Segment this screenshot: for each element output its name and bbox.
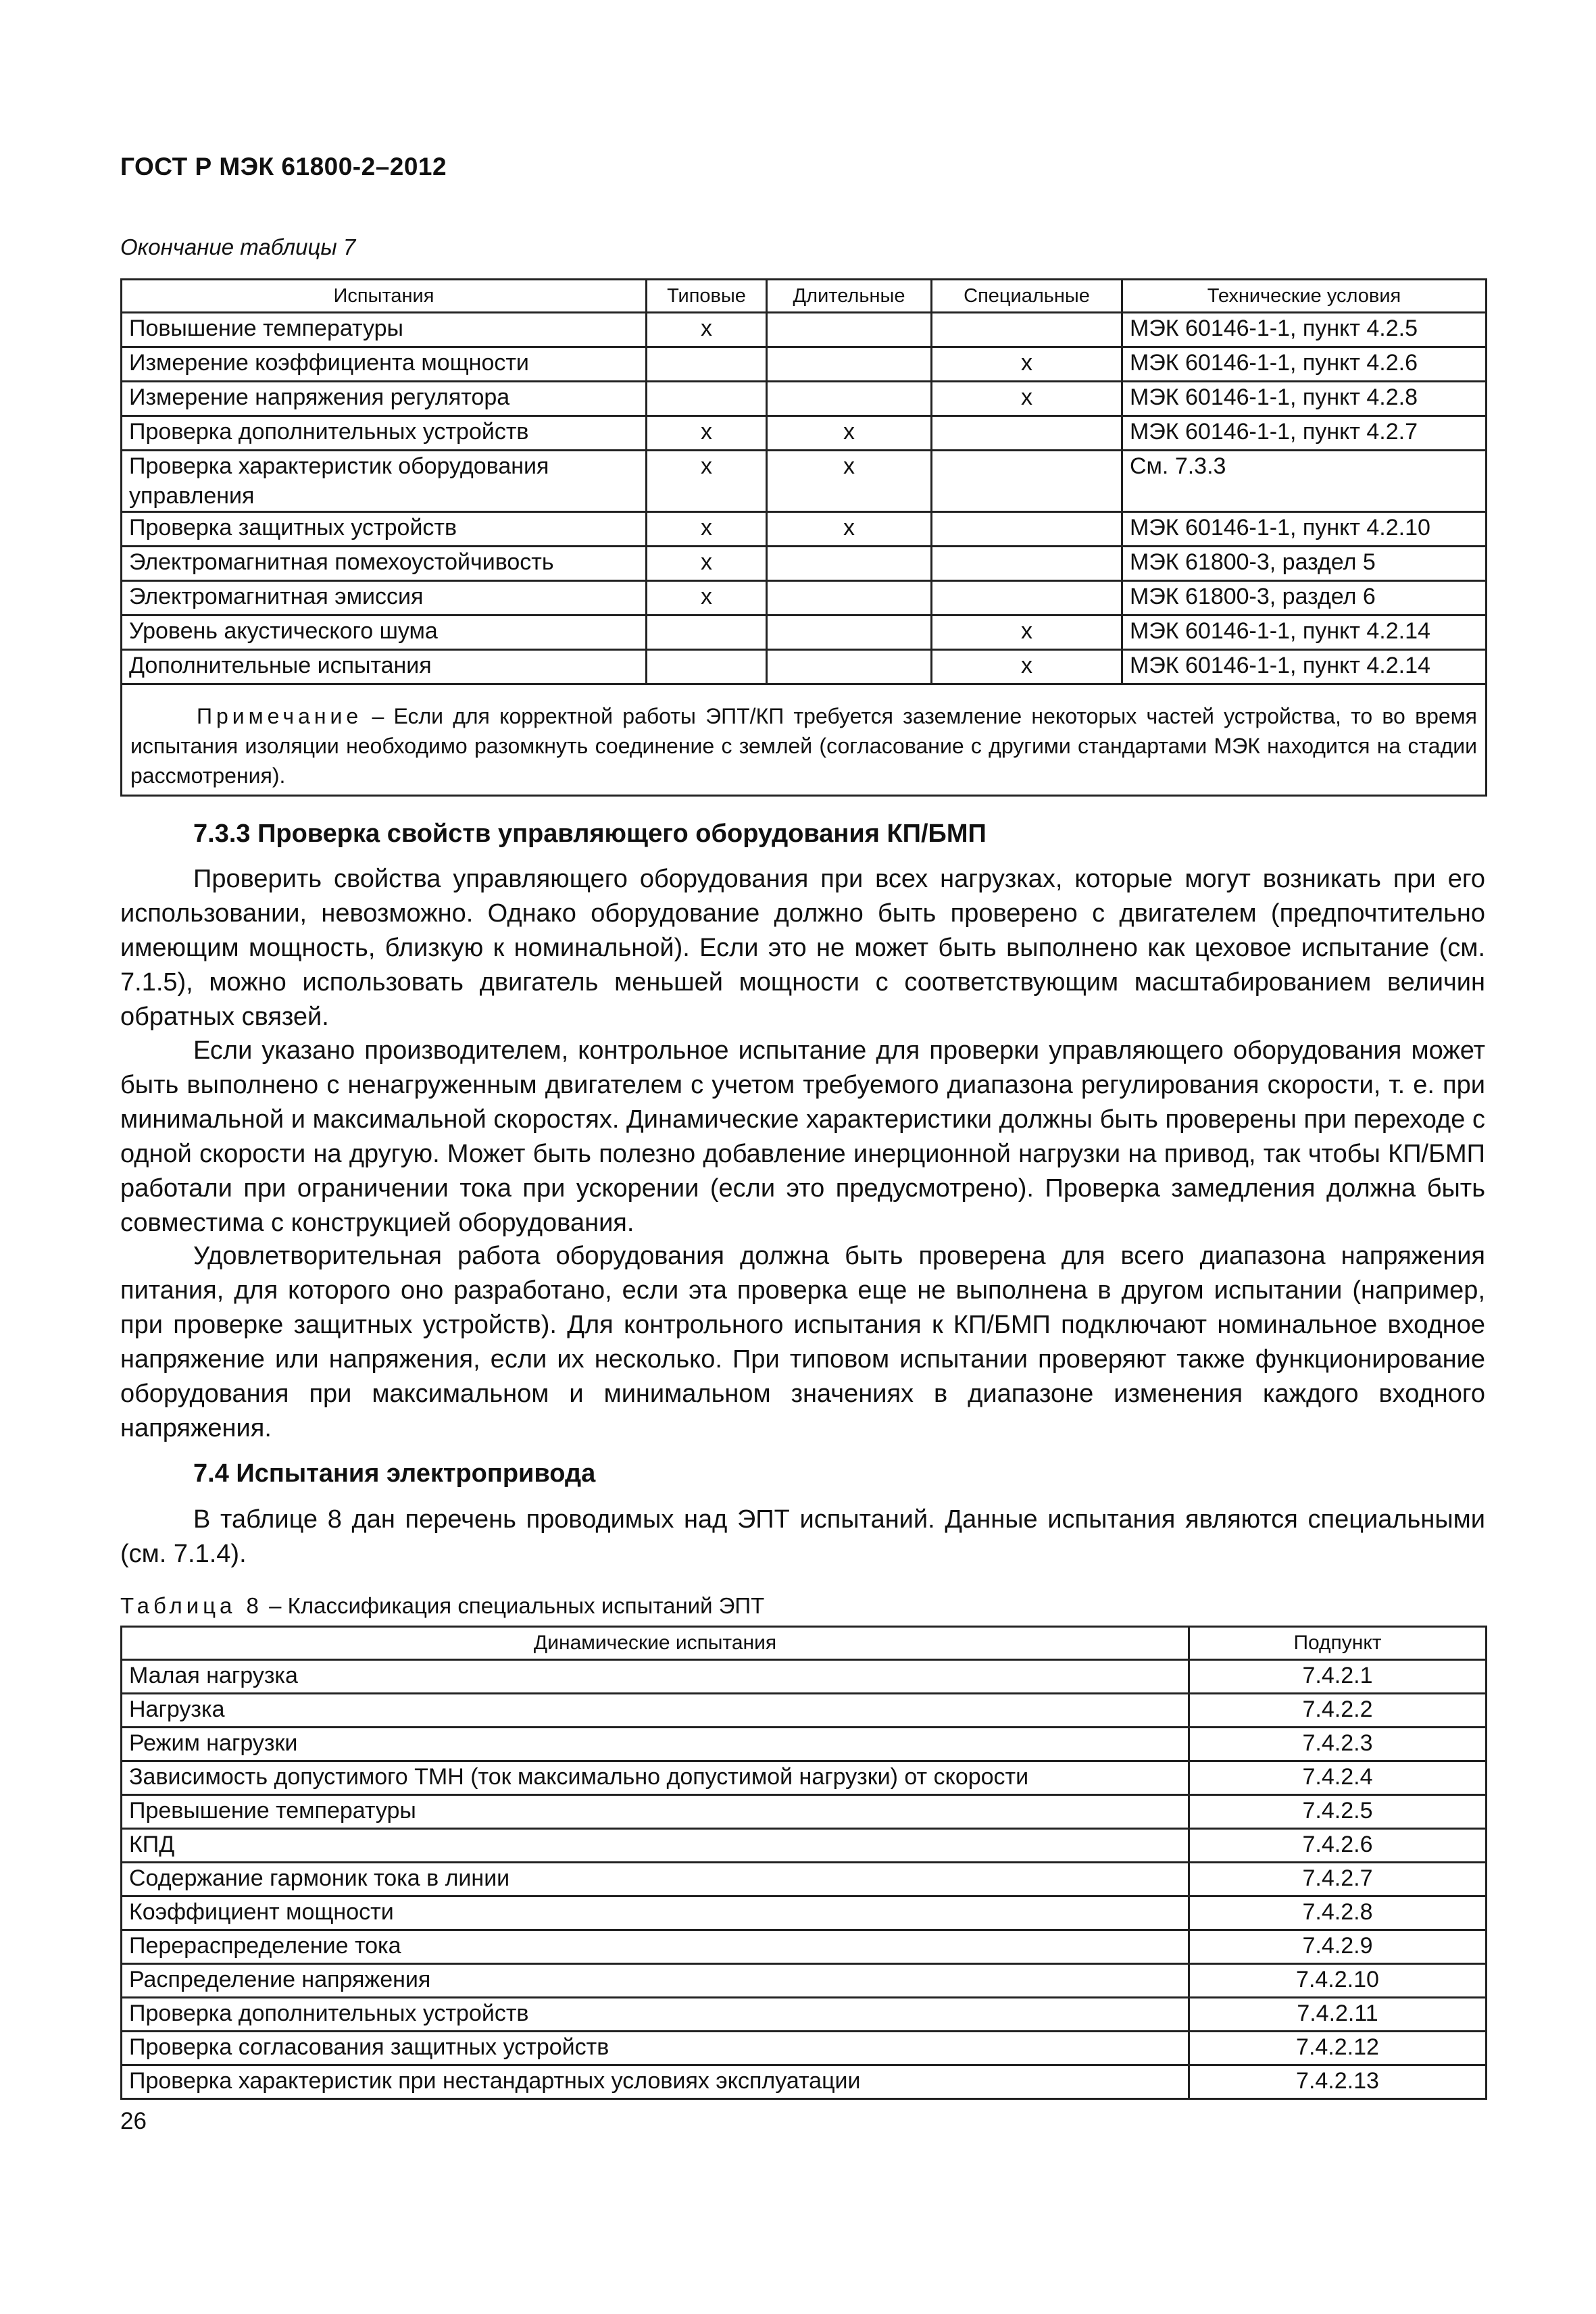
- table8-row: [122, 1930, 1487, 1964]
- table7-cell: МЭК 60146-1-1, пункт 4.2.14: [1122, 615, 1487, 650]
- table7-col-type: Типовые: [647, 280, 767, 313]
- table8-cell: Содержание гармоник тока в линии: [122, 1863, 1189, 1896]
- table7-note-row: [122, 684, 1487, 796]
- table8-cell: Зависимость допустимого ТМН (ток максимально допустимой нагрузки) от скорости: [122, 1761, 1189, 1795]
- table8-cell: 7.4.2.4: [1189, 1761, 1487, 1795]
- table8-cell: Малая нагрузка: [122, 1660, 1189, 1694]
- table7-cell: [767, 650, 932, 684]
- table7-cell: x: [932, 347, 1122, 382]
- table7-cell: Повышение температуры: [122, 313, 647, 347]
- table7-cell: x: [647, 313, 767, 347]
- table7-row: [122, 451, 1487, 512]
- table8-row: [122, 1863, 1487, 1896]
- table8-row: [122, 1761, 1487, 1795]
- table8-cell: 7.4.2.1: [1189, 1660, 1487, 1694]
- table8-cell: Проверка дополнительных устройств: [122, 1998, 1189, 2032]
- table8-cell: КПД: [122, 1829, 1189, 1863]
- table7-row: [122, 615, 1487, 650]
- table7-cell: x: [647, 512, 767, 547]
- table7-cell: x: [767, 416, 932, 451]
- table8-caption-label: Таблица 8: [120, 1593, 263, 1618]
- table7-cell: x: [932, 382, 1122, 416]
- table7-cell: [767, 615, 932, 650]
- page-number: 26: [120, 2108, 147, 2134]
- table8-row: [122, 1660, 1487, 1694]
- table7-cell: Измерение коэффициента мощности: [122, 347, 647, 382]
- table7-cell: Уровень акустического шума: [122, 615, 647, 650]
- table7-cell: [767, 313, 932, 347]
- table7-cell: МЭК 60146-1-1, пункт 4.2.10: [1122, 512, 1487, 547]
- note-text: – Если для корректной работы ЭПТ/КП требуется заземление некоторых частей устройства, то во время испытания изоляции необходимо разомкнуть соединение с землей (согласование с другими стандартами МЭК находится на стадии рассмотрения).: [130, 704, 1477, 788]
- table8-cell: 7.4.2.3: [1189, 1728, 1487, 1761]
- table7-cell: x: [767, 512, 932, 547]
- table7-cell: [767, 382, 932, 416]
- table7-cell: x: [647, 416, 767, 451]
- table8-cell: Коэффициент мощности: [122, 1896, 1189, 1930]
- table7-cell: Электромагнитная эмиссия: [122, 581, 647, 615]
- table7-col-specs: Технические условия: [1122, 280, 1487, 313]
- table8-caption-text: – Классификация специальных испытаний ЭПТ: [262, 1593, 765, 1618]
- table7-cell: [767, 581, 932, 615]
- table8-cell: 7.4.2.5: [1189, 1795, 1487, 1829]
- table7-cell: МЭК 60146-1-1, пункт 4.2.6: [1122, 347, 1487, 382]
- table7-col-long: Длительные: [767, 280, 932, 313]
- section-733-heading: 7.3.3 Проверка свойств управляющего оборудования КП/БМП: [193, 820, 987, 848]
- table8-cell: Распределение напряжения: [122, 1964, 1189, 1998]
- table7-cell: x: [932, 615, 1122, 650]
- table7-cell: Дополнительные испытания: [122, 650, 647, 684]
- table8-caption: [120, 1593, 764, 1619]
- table7-cell: МЭК 61800-3, раздел 5: [1122, 547, 1487, 581]
- document-header: ГОСТ Р МЭК 61800-2–2012: [120, 153, 447, 180]
- table7-cell: [647, 650, 767, 684]
- table8-row: [122, 1728, 1487, 1761]
- table8-row: [122, 2032, 1487, 2065]
- table7-cell: x: [647, 581, 767, 615]
- table7-cell: МЭК 61800-3, раздел 6: [1122, 581, 1487, 615]
- table7-cell: [767, 547, 932, 581]
- table7-col-tests: Испытания: [122, 280, 647, 313]
- table7-cell: x: [767, 451, 932, 512]
- table7-cell: x: [647, 547, 767, 581]
- table8-cell: Нагрузка: [122, 1694, 1189, 1728]
- table7-cell: [932, 416, 1122, 451]
- table7-cell: x: [932, 650, 1122, 684]
- table7-row: [122, 581, 1487, 615]
- table7-caption: Окончание таблицы 7: [120, 234, 356, 259]
- table7-cell: Проверка характеристик оборудования управления: [122, 451, 647, 512]
- table7-row: [122, 382, 1487, 416]
- table7-cell: МЭК 60146-1-1, пункт 4.2.5: [1122, 313, 1487, 347]
- table7-cell: x: [647, 451, 767, 512]
- table8-col-tests: Динамические испытания: [122, 1627, 1189, 1660]
- table8-row: [122, 1694, 1487, 1728]
- table8-cell: 7.4.2.8: [1189, 1896, 1487, 1930]
- section-733-paragraph-3: Удовлетворительная работа оборудования должна быть проверена для всего диапазона напряжения питания, для которого оно разработано, если эта проверка еще не выполнена в другом испытании (например, при проверке защитных устройств). Для контрольного испытания к КП/БМП подключают номинальное входное напряжение или напряжения, если их несколько. При типовом испытании проверяют также функционирование оборудования при максимальном и минимальном значениях в диапазоне изменения каждого входного напряжения.: [120, 1242, 1485, 1442]
- section-74-heading: 7.4 Испытания электропривода: [193, 1459, 596, 1488]
- table8-row: [122, 1795, 1487, 1829]
- table7-cell: [767, 347, 932, 382]
- section-74-paragraph: В таблице 8 дан перечень проводимых над ЭПТ испытаний. Данные испытания являются специальными (см. 7.1.4).: [120, 1505, 1485, 1568]
- table7-cell: МЭК 60146-1-1, пункт 4.2.7: [1122, 416, 1487, 451]
- section-733-paragraph-1: Проверить свойства управляющего оборудования при всех нагрузках, которые могут возникать при его использовании, невозможно. Однако оборудование должно быть проверено с двигателем (предпочтительно имеющим мощность, близкую к номинальной). Если это не может быть выполнено как цеховое испытание (см. 7.1.5), можно использовать двигатель меньшей мощности с соответствующим масштабированием величин обратных связей.: [120, 865, 1485, 1031]
- table7-row: [122, 416, 1487, 451]
- table8-row: [122, 2065, 1487, 2099]
- table7-header-row: [122, 280, 1487, 313]
- table8-col-subclause: Подпункт: [1189, 1627, 1487, 1660]
- section-733-paragraph-2: Если указано производителем, контрольное испытание для проверки управляющего оборудования может быть выполнено с ненагруженным двигателем с учетом требуемого диапазона регулирования скорости, т. е. при минимальной и максимальной скоростях. Динамические характеристики должны быть проверены при переходе с одной скорости на другую. Может быть полезно добавление инерционной нагрузки на привод, так чтобы КП/БМП работали при ограничении тока при ускорении (если это предусмотрено). Проверка замедления должна быть совместима с конструкцией оборудования.: [120, 1036, 1485, 1237]
- table8-header-row: [122, 1627, 1487, 1660]
- table7-cell: Проверка защитных устройств: [122, 512, 647, 547]
- table7-cell: [932, 547, 1122, 581]
- table7-cell: См. 7.3.3: [1122, 451, 1487, 512]
- table7-note: [122, 684, 1487, 796]
- table7-cell: [932, 313, 1122, 347]
- table8-cell: 7.4.2.10: [1189, 1964, 1487, 1998]
- table8-cell: Превышение температуры: [122, 1795, 1189, 1829]
- table7-row: [122, 347, 1487, 382]
- table8-row: [122, 1896, 1487, 1930]
- table7-cell: [932, 451, 1122, 512]
- table8-cell: 7.4.2.11: [1189, 1998, 1487, 2032]
- table8-row: [122, 1998, 1487, 2032]
- table8-cell: 7.4.2.2: [1189, 1694, 1487, 1728]
- table7-cell: [932, 581, 1122, 615]
- table7-cell: Электромагнитная помехоустойчивость: [122, 547, 647, 581]
- table8-cell: Перераспределение тока: [122, 1930, 1189, 1964]
- table7-cell: [647, 347, 767, 382]
- table7-row: [122, 512, 1487, 547]
- table8-cell: 7.4.2.12: [1189, 2032, 1487, 2065]
- table8-cell: 7.4.2.7: [1189, 1863, 1487, 1896]
- table7-cell: МЭК 60146-1-1, пункт 4.2.8: [1122, 382, 1487, 416]
- table8-cell: 7.4.2.13: [1189, 2065, 1487, 2099]
- table7-col-special: Специальные: [932, 280, 1122, 313]
- table7-cell: [647, 382, 767, 416]
- table8-cell: 7.4.2.9: [1189, 1930, 1487, 1964]
- table7-row: [122, 650, 1487, 684]
- table8-cell: Проверка согласования защитных устройств: [122, 2032, 1189, 2065]
- table7-cell: [932, 512, 1122, 547]
- table7-cell: [647, 615, 767, 650]
- table8-row: [122, 1829, 1487, 1863]
- table-7: [120, 278, 1487, 797]
- table-8: [120, 1626, 1487, 2100]
- table7-row: [122, 313, 1487, 347]
- table7-row: [122, 547, 1487, 581]
- table7-cell: Измерение напряжения регулятора: [122, 382, 647, 416]
- table7-cell: Проверка дополнительных устройств: [122, 416, 647, 451]
- table8-cell: 7.4.2.6: [1189, 1829, 1487, 1863]
- table8-cell: Проверка характеристик при нестандартных условиях эксплуатации: [122, 2065, 1189, 2099]
- table8-row: [122, 1964, 1487, 1998]
- table7-cell: МЭК 60146-1-1, пункт 4.2.14: [1122, 650, 1487, 684]
- note-label: Примечание: [197, 704, 363, 728]
- table8-cell: Режим нагрузки: [122, 1728, 1189, 1761]
